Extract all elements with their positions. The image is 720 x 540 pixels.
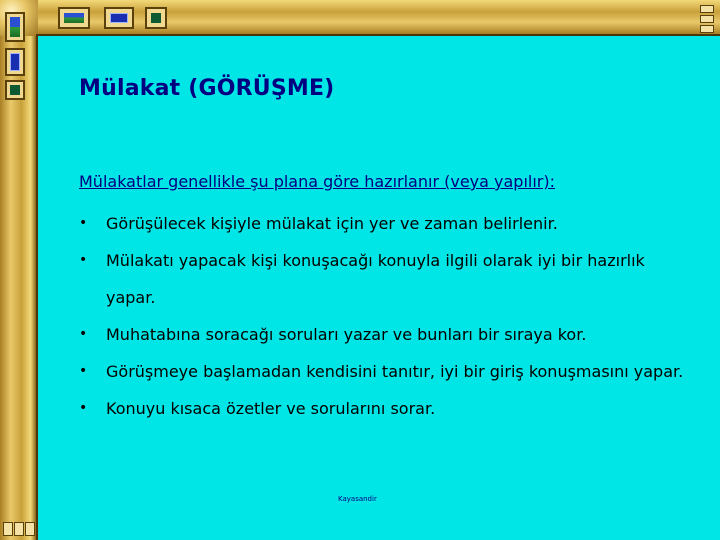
bullet-marker: • [79, 326, 88, 342]
bullet-marker: • [79, 215, 88, 231]
portrait-icon[interactable] [5, 12, 25, 42]
nav-button-2[interactable] [14, 522, 24, 536]
nav-button-3[interactable] [25, 522, 35, 536]
bullet-marker: • [79, 400, 88, 416]
window-button-1[interactable] [700, 5, 714, 13]
window-icon[interactable] [104, 7, 134, 29]
bullet-text: Mülakatı yapacak kişi konuşacağı konuyla ilgili olarak iyi bir hazırlık yapar. [106, 251, 645, 307]
bullet-item [79, 242, 699, 316]
bullet-text: Konuyu kısaca özetler ve sorularını sorar. [106, 399, 436, 418]
slide-intro: Mülakatlar genellikle şu plana göre hazırlanır (veya yapılır): [79, 172, 555, 191]
frame-edge-top [38, 34, 720, 36]
bullet-marker: • [79, 363, 88, 379]
slide-title: Mülakat (GÖRÜŞME) [79, 76, 335, 101]
bullet-text: Görüşülecek kişiyle mülakat için yer ve zaman belirlenir. [106, 214, 558, 233]
bullet-text: Muhatabına soracağı soruları yazar ve bunları bir sıraya kor. [106, 325, 587, 344]
bullet-marker: • [79, 252, 88, 268]
screen-icon[interactable] [145, 7, 167, 29]
bullet-item [79, 353, 699, 390]
bullet-item [79, 316, 699, 353]
bullet-item [79, 205, 699, 242]
window-button-2[interactable] [700, 15, 714, 23]
bullet-list [79, 205, 699, 427]
bullet-text: Görüşmeye başlamadan kendisini tanıtır, iyi bir giriş konuşmasını yapar. [106, 362, 684, 381]
nav-button-1[interactable] [3, 522, 13, 536]
landscape-icon[interactable] [58, 7, 90, 29]
footer-credit: Kayasandir [338, 495, 377, 503]
stand-icon[interactable] [5, 80, 25, 100]
panel-icon[interactable] [5, 48, 25, 76]
frame-edge-left [36, 34, 38, 540]
window-button-3[interactable] [700, 25, 714, 33]
bullet-item [79, 390, 699, 427]
